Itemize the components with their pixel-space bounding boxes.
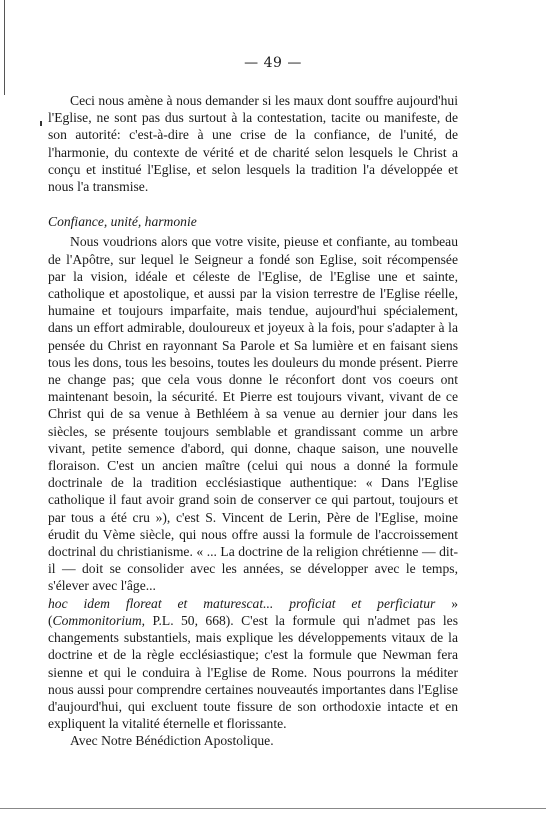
- margin-mark: [40, 121, 42, 126]
- section-heading: Confiance, unité, harmonie: [48, 214, 197, 230]
- intro-paragraph: Ceci nous amène à nous demander si les maux dont souffre aujourd'hui l'Eglise, ne sont pas dus surtout à la contestation, tacite ou manifeste, de son autorité: c'est-à-dire à une crise de la confiance, de l'unité, de l'harmonie, du contexte de vérité et de charité selon lesquels le Christ a conçu et institué l'Eglise, et selon lesquels la tradition l'a développée et nous l'a transmise.: [48, 93, 458, 195]
- main-paragraph: [48, 233, 458, 732]
- quote-close: » (: [48, 595, 458, 628]
- page-number: — 49 —: [244, 55, 302, 71]
- scan-edge-line: [4, 0, 5, 95]
- body-text: [48, 92, 458, 750]
- source-title: Commonitorium: [52, 612, 142, 628]
- latin-quote: hoc idem floreat et maturescat... proficiat et perficiatur: [48, 595, 436, 611]
- closing-blessing: Avec Notre Bénédiction Apostolique.: [70, 733, 274, 749]
- main-paragraph-text: Nous voudrions alors que votre visite, pieuse et confiante, au tombeau de l'Apôtre, sur lequel le Seigneur a fondé son Eglise, soit récompensée par la vision, idéale et céleste de l'Eglise, de l'Eglise une et sainte, catholique et apostolique, et aussi par la vision terrestre de l'Eglise réelle, humaine et toujours imparfaite, mais tendue, aujourd'hui spécialement, dans un effort admirable, douloureux et joyeux à la fois, pour s'adapter à la pensée du Christ en rayonnant Sa Parole et Sa lumière et en faisant siens tous les dons, tous les besoins, toutes les douleurs du monde présent. Pierre ne change pas; que cela vous donne le réconfort dont vos coeurs ont maintenant besoin, la sécurité. Et Pierre est toujours vivant, vivant de ce Christ qui de sa venue à Bethléem à sa venue au dernier jour dans les siècles, se présente toujours semblable et grandissant comme un arbre vivant, petite semence d'abord, qui donne, chaque saison, une nouvelle floraison. C'est un ancien maître (celui qui nous a donné la formule doctrinale de la tradition ecclésiastique authentique: « Dans l'Eglise catholique il faut avoir grand soin de conserver ce qui partout, toujours et par tous a été cru »), c'est S. Vincent de Lerin, Père de l'Eglise, moine érudit du Vème siècle, qui nous offre aussi la formule de l'accroissement doctrinal du christianisme. « ... La doctrine de la religion chrétienne — dit-il — doit se consolider avec les années, se développer avec le temps, s'élever avec l'âge...: [48, 234, 458, 594]
- source-reference: , P.L. 50, 668). C'est la formule qui n'admet pas les changements substantiels, mais explique les développements vitaux de la doctrine et de la règle ecclésiastique; c'est la formule que Newman fera sienne et qui le conduira à l'Eglise de Rome. Nous pourrons la méditer nous aussi pour comprendre certaines nouveautés importantes dans l'Eglise d'aujourd'hui, qui excluent toute fissure de son orthodoxie intacte et en expliquent la vitalité éternelle et florissante.: [48, 612, 458, 732]
- scan-bottom-edge: [0, 808, 546, 809]
